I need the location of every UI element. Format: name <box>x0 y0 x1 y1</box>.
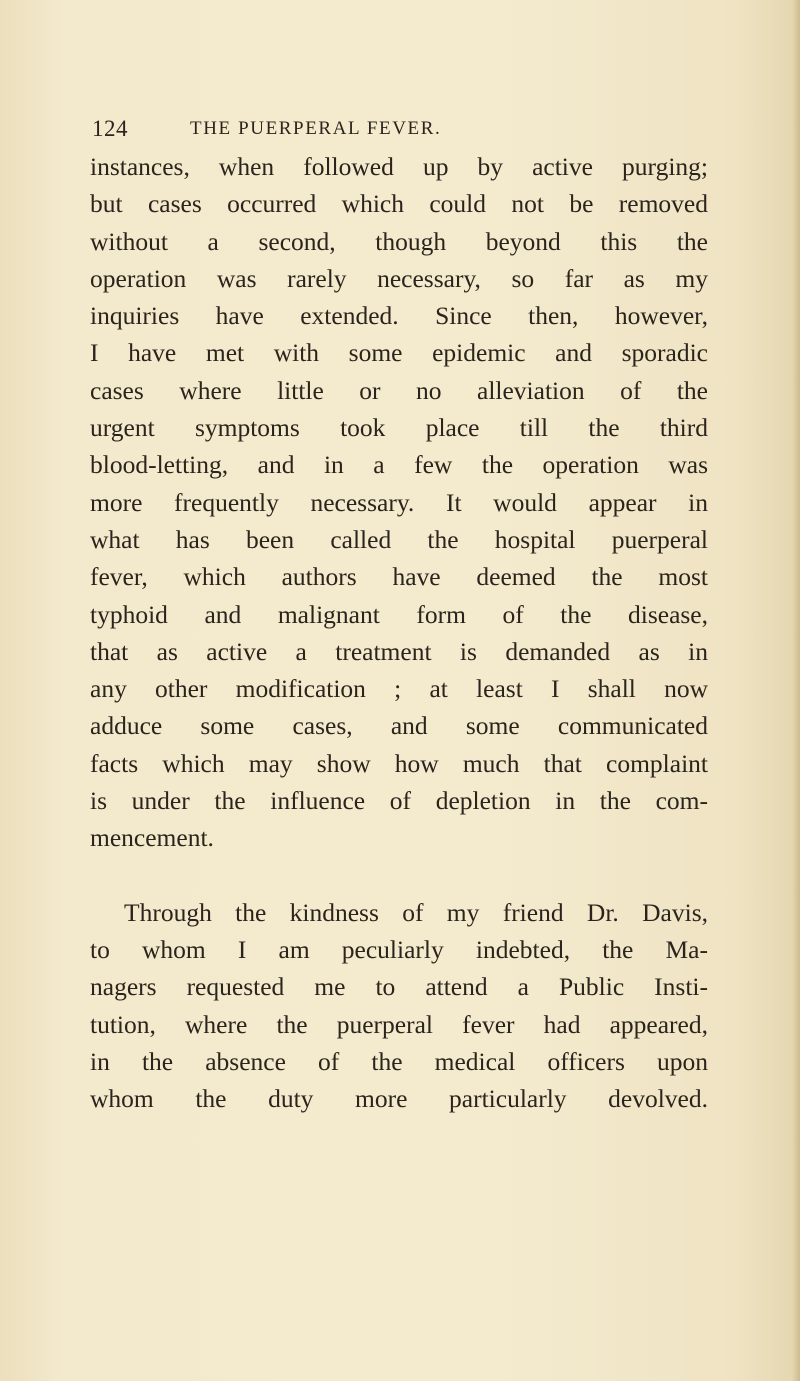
text-line: more frequently necessary. It would appear in <box>90 487 708 517</box>
text-line: instances, when followed up by active purging; <box>90 152 708 181</box>
text-line: inquiries have extended. Since then, however, <box>90 301 708 331</box>
text-line: operation was rarely necessary, so far as my <box>90 263 708 293</box>
text-line: any other modification ; at least I shall now <box>90 674 708 704</box>
text-line: but cases occurred which could not be removed <box>90 189 708 219</box>
text-line: tution, where the puerperal fever had appeared, <box>90 1009 708 1039</box>
text-line: fever, which authors have deemed the most <box>90 562 708 592</box>
page-edge-shadow <box>792 0 800 1381</box>
page-header <box>90 116 730 146</box>
text-line: facts which may show how much that complaint <box>90 748 708 778</box>
text-line: I have met with some epidemic and sporadic <box>90 338 708 368</box>
text-line: what has been called the hospital puerperal <box>90 524 708 554</box>
running-title: THE PUERPERAL FEVER. <box>190 118 442 139</box>
text-line: typhoid and malignant form of the disease, <box>90 599 708 629</box>
text-line: nagers requested me to attend a Public Insti- <box>90 972 708 1002</box>
paragraph-2 <box>90 894 708 1118</box>
text-line: adduce some cases, and some communicated <box>90 711 708 741</box>
text-line: to whom I am peculiarly indebted, the Ma- <box>90 934 708 964</box>
text-line: in the absence of the medical officers upon <box>90 1046 708 1076</box>
text-line: without a second, though beyond this the <box>90 226 708 256</box>
text-line: is under the influence of depletion in the com- <box>90 786 708 816</box>
text-line: that as active a treatment is demanded as in <box>90 636 708 666</box>
text-line: cases where little or no alleviation of the <box>90 375 708 405</box>
text-line: Through the kindness of my friend Dr. Davis, <box>124 897 708 927</box>
paragraph-1 <box>90 148 708 857</box>
body-text <box>90 148 708 1117</box>
page-number: 124 <box>92 116 128 141</box>
text-line: whom the duty more particularly devolved. <box>90 1084 708 1114</box>
text-line: mencement. <box>90 823 214 853</box>
text-line: blood-letting, and in a few the operation was <box>90 450 708 480</box>
paragraph-spacer <box>90 857 708 894</box>
text-line: urgent symptoms took place till the third <box>90 413 708 443</box>
